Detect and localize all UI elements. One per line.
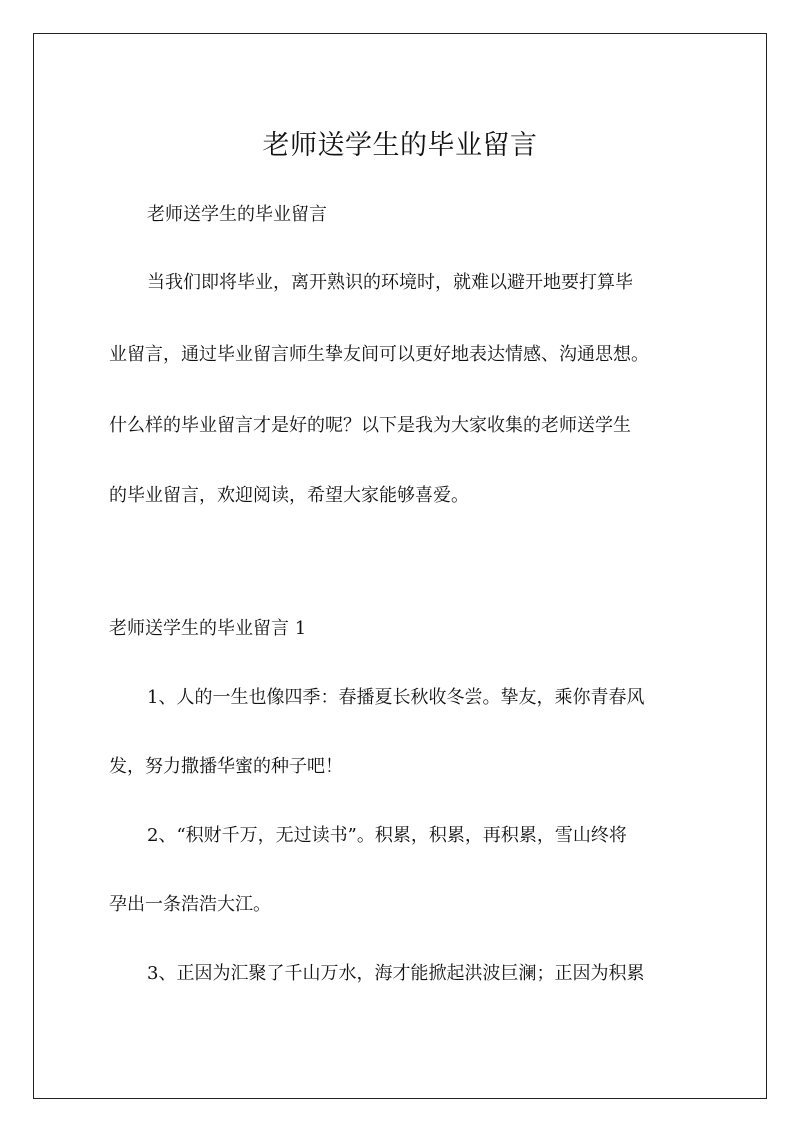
- item-line-3: 2、“积财千万，无过读书”。积累，积累，再积累，雪山终将: [147, 825, 627, 846]
- intro-line-4: 的毕业留言，欢迎阅读，希望大家能够喜爱。: [109, 485, 469, 506]
- item-line-2: 发，努力撒播华蜜的种子吧！: [109, 756, 343, 777]
- intro-line-3: 什么样的毕业留言才是好的呢？以下是我为大家收集的老师送学生: [109, 415, 631, 436]
- document-subtitle: 老师送学生的毕业留言: [147, 204, 327, 225]
- item-line-5: 3、正因为汇聚了千山万水，海才能掀起洪波巨澜；正因为积累: [147, 963, 645, 984]
- document-title: 老师送学生的毕业留言: [262, 130, 538, 161]
- intro-line-1: 当我们即将毕业，离开熟识的环境时，就难以避开地要打算毕: [147, 272, 633, 293]
- intro-line-2: 业留言，通过毕业留言师生挚友间可以更好地表达情感、沟通思想。: [109, 344, 649, 365]
- item-line-1: 1、人的一生也像四季：春播夏长秋收冬尝。挚友，乘你青春风: [147, 687, 645, 708]
- page-border: [33, 33, 767, 1099]
- section-heading: 老师送学生的毕业留言 1: [109, 618, 307, 639]
- item-line-4: 孕出一条浩浩大江。: [109, 894, 271, 915]
